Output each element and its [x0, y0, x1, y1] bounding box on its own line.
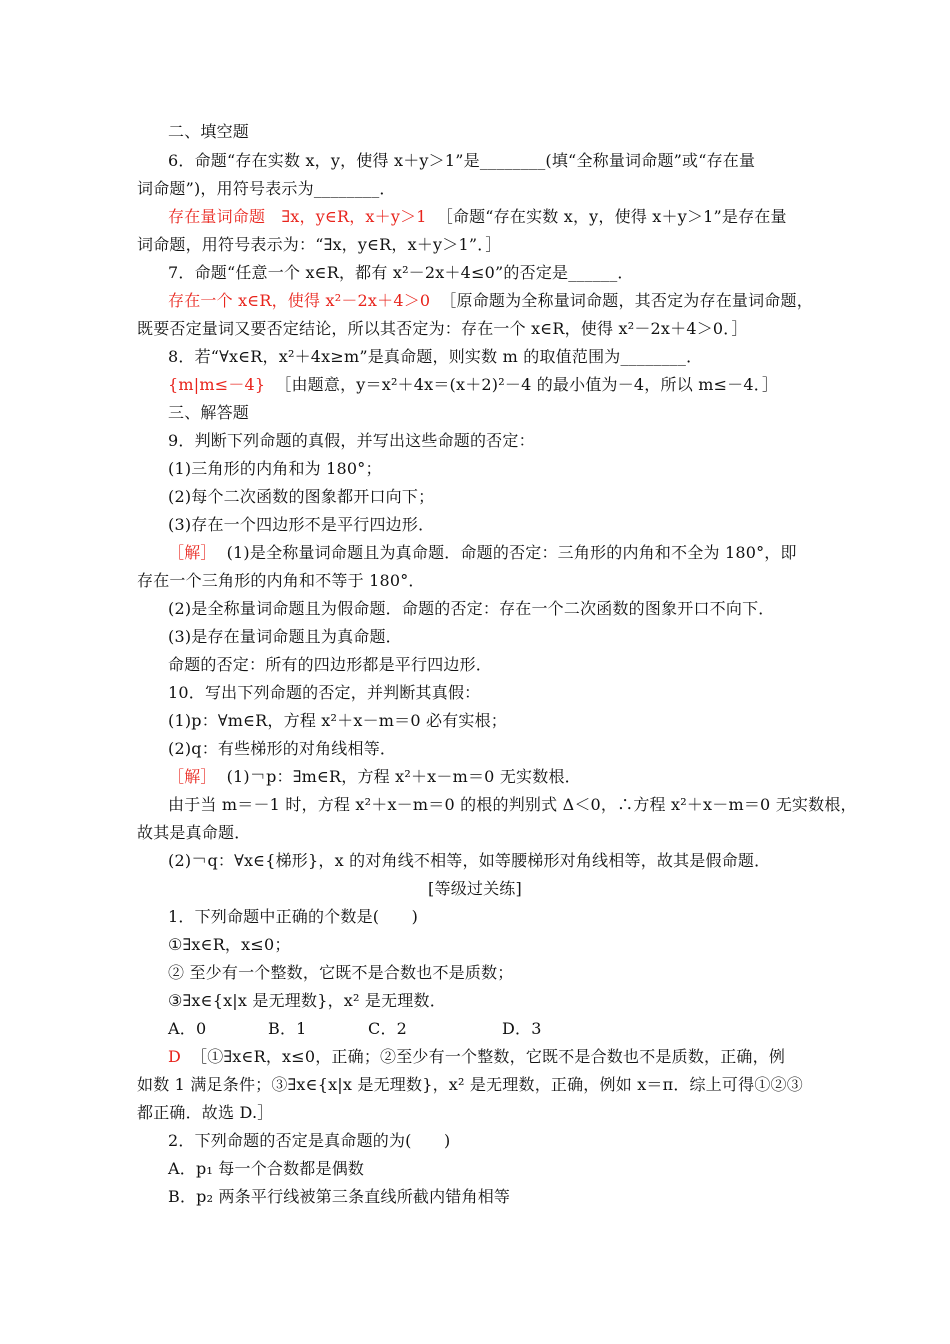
text-segment: (3)存在一个四边形不是平行四边形．	[168, 515, 435, 534]
answer-7	[168, 290, 813, 312]
text-segment: ［命题“存在实数 x，y，使得 x＋y＞1”是存在量	[436, 207, 787, 226]
answer-8	[168, 374, 778, 396]
text-segment: ［原命题为全称量词命题，其否定为存在量词命题，	[440, 291, 813, 310]
question-1-statement-3	[168, 990, 446, 1012]
solution-9-part-1	[168, 542, 797, 564]
solution-10-part-1-reason	[168, 794, 857, 816]
text-segment: 由于当 m＝－1 时，方程 x²＋x－m＝0 的根的判别式 Δ＜0，∴方程 x²＋x－m＝0 无实数根，	[168, 795, 857, 814]
text-segment: (1)￢p：∃m∈R，方程 x²＋x－m＝0 无实数根．	[226, 767, 581, 786]
text-segment: (1)三角形的内角和为 180°；	[168, 459, 382, 478]
text-segment: 命题的否定：所有的四边形都是平行四边形．	[168, 655, 493, 674]
text-segment: 10．写出下列命题的否定，并判断其真假：	[168, 683, 481, 702]
text-segment: ［①∃x∈R，x≤0，正确；②至少有一个整数，它既不是合数也不是质数，正确，例	[191, 1047, 786, 1066]
text-segment: 7．命题“任意一个 x∈R，都有 x²－2x＋4≤0”的否定是______．	[168, 263, 634, 282]
question-10-item-q	[168, 738, 396, 760]
answer-6	[168, 206, 787, 228]
text-segment: (2)q：有些梯形的对角线相等．	[168, 739, 397, 758]
option-d: D．3	[502, 1019, 542, 1038]
solution-10-part-2	[168, 850, 770, 872]
text-segment: 1．下列命题中正确的个数是( )	[168, 907, 419, 926]
question-2-option-b	[168, 1186, 510, 1208]
answer-text: {m|m≤－4}	[168, 375, 266, 394]
text-segment: 如数 1 满足条件；③∃x∈{x|x 是无理数}，x² 是无理数，正确，例如 x＝π．综上可得①②③	[137, 1075, 803, 1094]
text-segment: 词命题”)，用符号表示为________．	[137, 179, 396, 198]
question-1	[168, 906, 418, 928]
text-segment: 二、填空题	[168, 122, 250, 141]
answer-text: ［解］	[168, 767, 217, 786]
question-6	[168, 150, 755, 172]
question-9-item-3	[168, 514, 434, 536]
text-segment: 都正确．故选 D.］	[137, 1103, 274, 1122]
question-1-statement-1	[168, 934, 291, 956]
text-segment: (2)￢q：∀x∈{梯形}，x 的对角线不相等，如等腰梯形对角线相等，故其是假命题．	[168, 851, 771, 870]
text-segment: ② 至少有一个整数，它既不是合数也不是质数；	[168, 963, 514, 982]
answer-text: ［解］	[168, 543, 217, 562]
option-b: B．1	[268, 1019, 307, 1038]
text-segment: 存在一个三角形的内角和不等于 180°．	[137, 571, 425, 590]
solution-9-part-2	[168, 598, 774, 620]
solution-10-part-1	[168, 766, 581, 788]
answer-6-continued	[137, 234, 502, 256]
question-9	[168, 430, 535, 452]
answer-text: D	[168, 1047, 182, 1066]
text-segment: ③∃x∈{x|x 是无理数}，x² 是无理数．	[168, 991, 446, 1010]
text-segment: (2)是全称量词命题且为假命题．命题的否定：存在一个二次函数的图象开口不向下．	[168, 599, 775, 618]
option-a: A．0	[168, 1019, 207, 1038]
text-segment: (1)是全称量词命题且为真命题．命题的否定：三角形的内角和不全为 180°，即	[226, 543, 797, 562]
question-9-item-2	[168, 486, 434, 508]
option-c: C．2	[368, 1019, 408, 1038]
text-segment: 词命题，用符号表示为：“∃x，y∈R，x＋y＞1”．］	[137, 235, 502, 254]
answer-1-continued	[137, 1074, 803, 1096]
answer-7-continued	[137, 318, 748, 340]
answer-text: 存在一个 x∈R，使得 x²－2x＋4＞0	[168, 291, 431, 310]
text-segment: ①∃x∈R，x≤0；	[168, 935, 291, 954]
text-segment: ［由题意，y＝x²＋4x＝(x＋2)²－4 的最小值为－4，所以 m≤－4．］	[275, 375, 779, 394]
question-2-option-a	[168, 1158, 364, 1180]
text-segment: 三、解答题	[168, 403, 250, 422]
solution-9-part-3	[168, 626, 402, 648]
answer-1-conclusion	[137, 1102, 273, 1124]
text-segment: 8．若“∀x∈R，x²＋4x≥m”是真命题，则实数 m 的取值范围为________．	[168, 347, 703, 366]
question-9-item-1	[168, 458, 382, 480]
text-segment: 6．命题“存在实数 x，y，使得 x＋y＞1”是________(填“全称量词命题”或“存在量	[168, 151, 756, 170]
question-6-continued	[137, 178, 396, 200]
text-segment: A．p₁ 每一个合数都是偶数	[168, 1159, 365, 1178]
text-segment: (3)是存在量词命题且为真命题．	[168, 627, 402, 646]
question-2	[168, 1130, 450, 1152]
text-segment: (2)每个二次函数的图象都开口向下；	[168, 487, 435, 506]
text-segment: 故其是真命题．	[137, 823, 251, 842]
answer-1	[168, 1046, 785, 1068]
question-7	[168, 262, 634, 284]
question-10-item-p	[168, 710, 507, 732]
text-segment: 既要否定量词又要否定结论，所以其否定为：存在一个 x∈R，使得 x²－2x＋4＞0．］	[137, 319, 748, 338]
section-heading-solve	[168, 402, 249, 424]
question-8	[168, 346, 702, 368]
section-heading-advanced-practice	[0, 878, 950, 900]
solution-9-part-3-negation	[168, 654, 492, 676]
answer-text: 存在量词命题 ∃x，y∈R，x＋y＞1	[168, 207, 427, 226]
solution-10-part-1-conclusion	[137, 822, 250, 844]
question-10	[168, 682, 480, 704]
text-segment: (1)p：∀m∈R，方程 x²＋x－m＝0 必有实根；	[168, 711, 508, 730]
section-heading-fill-in	[168, 121, 249, 143]
text-segment: B．p₂ 两条平行线被第三条直线所截内错角相等	[168, 1187, 511, 1206]
question-1-statement-2	[168, 962, 514, 984]
text-segment: 2．下列命题的否定是真命题的为( )	[168, 1131, 451, 1150]
text-segment: 9．判断下列命题的真假，并写出这些命题的否定：	[168, 431, 535, 450]
solution-9-part-1-continued	[137, 570, 425, 592]
text-segment: [等级过关练]	[428, 879, 522, 898]
